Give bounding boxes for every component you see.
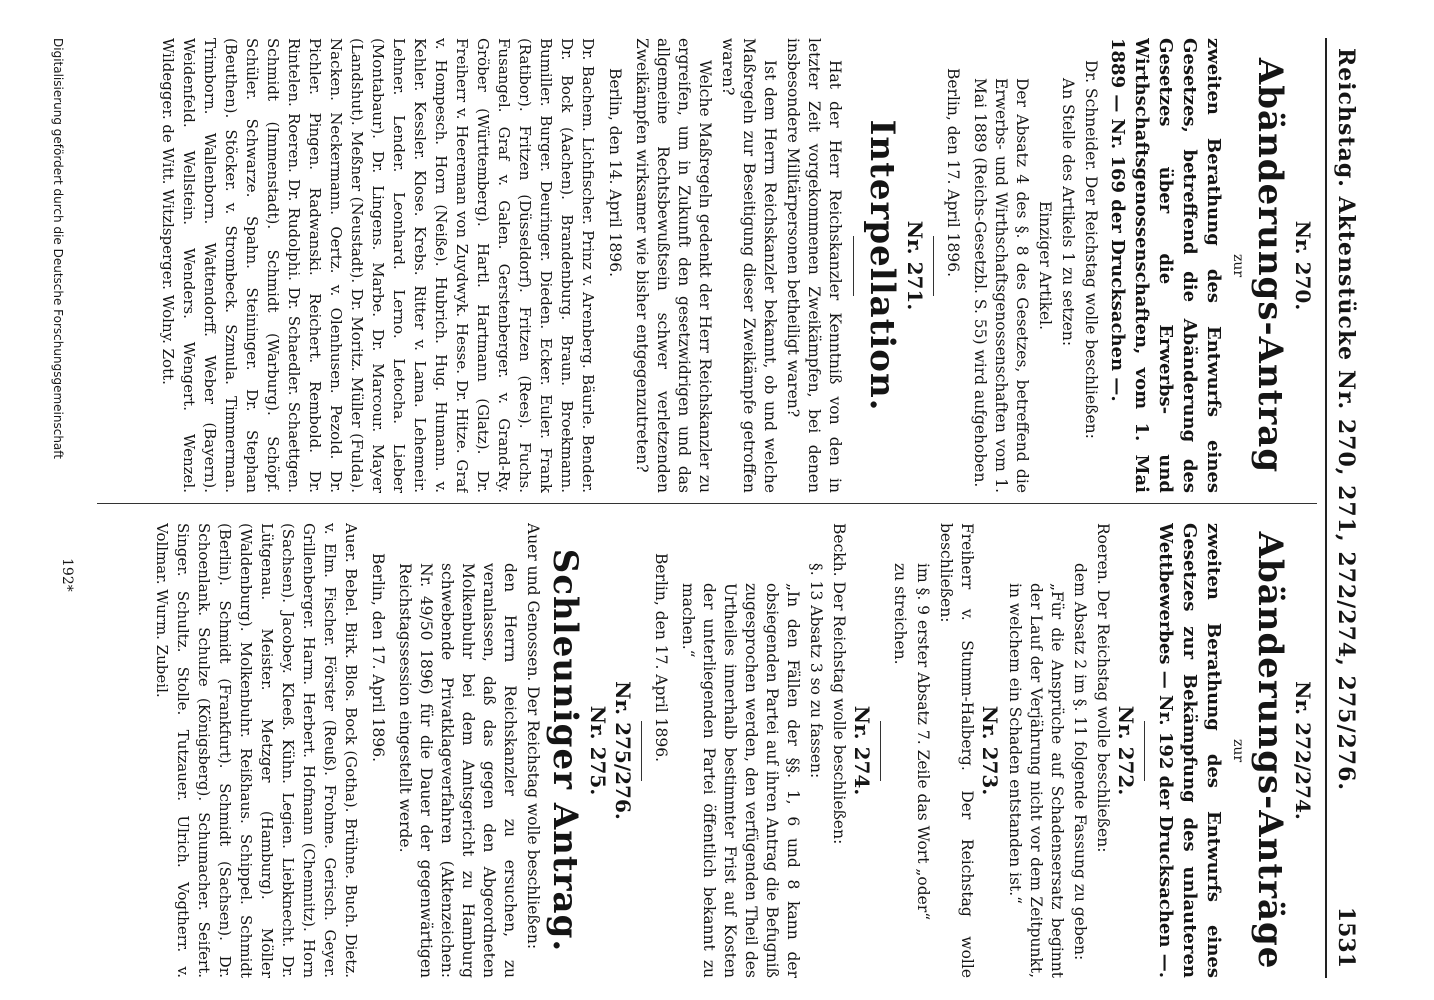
interpellation-paragraph: Welche Maßregeln gedenkt der Herr Reichskanzler zu ergreifen, um in Zukunft den gesetzwidrigen und das allgemeine Rechtsbewußtsein schwer verletzenden Zweikämpfen wirksamer wie bisher entgegenzutreten?	[633, 38, 714, 493]
section-title-271: Interpellation.	[862, 119, 902, 412]
section-number-272-274: Nr. 272/274.	[1291, 681, 1315, 820]
column-divider	[97, 503, 1317, 504]
separator-rule	[641, 721, 642, 781]
zur-label: zur	[1230, 253, 1246, 278]
rotated-page	[25, 18, 1365, 988]
subtitle-270: zweiten Berathung des Entwurfs eines Gesetzes, betreffend die Abänderung des Gesetzes über die Erwerbs- und Wirthschaftsgenossenschaften, vom 1. Mai 1889 — Nr. 169 der Drucksachen —.	[1107, 38, 1224, 493]
page-signature: 192*	[59, 558, 75, 592]
signatories-275: Auer. Bebel. Birk. Blos. Bock (Gotha). Brühne. Buch. Dietz. v. Elm. Fischer. Förster (Reuß). Frohme. Gerisch. Geyer. Grillenberger. Harm. Herbert. Hofmann (Chemnitz). Horn (Sachsen). Jacobey. Kleeß. Kühn. Legien. Liebknecht. Dr. Lütgenau. Meister. Metzger (Hamburg). Möller (Waldenburg). Molkenbuhr. Reißhaus. Schippel. Schmidt (Berlin). Schmidt (Frankfurt). Schmidt (Sachsen). Dr. Schoenlank. Schulze (Königsberg). Schumacher. Seifert. Singer. Schultz. Stolle. Tutzauer. Ulrich. Vogtherr. v. Vollmar. Wurm. Zubeil.	[153, 523, 360, 978]
motion-275-text: den Herrn Reichskanzler zu ersuchen, zu veranlassen, daß das gegen den Abgeordneten Molkenbuhr bei dem Amtsgericht zu Hamburg schwebende Privatklageverfahren (Aktenzeichen: Nr. 49/50 1896) für die Dauer der gegenwärtigen Reichstagssession eingestellt werde.	[396, 563, 519, 978]
separator-rule	[853, 236, 854, 296]
date-270: Berlin, den 17. April 1896.	[944, 68, 962, 278]
date-274: Berlin, den 17. April 1896.	[652, 553, 670, 763]
section-title-272: Abänderungs-Anträge	[1250, 531, 1290, 970]
running-head-title: Reichstag. Aktenstücke Nr. 270, 271, 272/274, 275/276.	[1333, 48, 1359, 792]
date-275: Berlin, den 17. April 1896.	[369, 553, 387, 763]
motion-272-intro: Roeren. Der Reichstag wolle beschließen:	[1094, 523, 1112, 853]
motion-273-intro: Freiherr v. Stumm-Halberg. Der Reichstag wolle beschließen:	[937, 523, 976, 978]
section-number-272: Nr. 272.	[1114, 705, 1138, 796]
separator-rule	[1144, 721, 1145, 781]
section-number-275: Nr. 275.	[586, 705, 610, 796]
section-number-273: Nr. 273.	[978, 705, 1002, 796]
signatories-271: Dr. Bachem. Lichfischer. Prinz v. Arenberg. Bäurle. Bender. Dr. Bock (Aachen). Brandenburg. Braun. Broekmann. Bumiller. Burger. Deuringer. Dieden. Ecker. Euler. Frank (Ratibor). Fritzen (Düsseldorf). Fritzen (Rees). Fuchs. Fusangel. Graf v. Galen. Gerstenberger. v. Grand-Ry. Gröber (Württemberg). Hartl. Hartmann (Glatz). Dr. Freiherr v. Heereman von Zuydwyk. Hesse. Dr. Hitze. Graf v. Hompesch. Horn (Neiße). Hubrich. Hug. Humann. v. Kehler. Kessler. Klose. Krebs. Ritter v. Lama. Lehemeir. Lehner. Lender. Leonhard. Lerno. Letocha. Lieber (Montabaur). Dr. Lingens. Marbe. Dr. Marcour. Mayer (Landshut). Meßner (Neustadt). Dr. Moritz. Müller (Fulda). Nacken. Neckermann. Oertz. v. Olenhusen. Pezold. Dr. Pichler. Pingen. Radwanski. Reichert. Rembold. Dr. Rintelen. Roeren. Dr. Rudolphi. Dr. Schaedler. Schaettgen. Schmidt (Immenstadt). Schmidt (Warburg). Schöpf. Schüler. Schwarze. Spahn. Steininger. Dr. Stephan (Beuthen). Stöcker. v. Strombeck. Szmula. Timmerman. Trimborn. Wallenborn. Wattendorff. Weber (Bayern). Weidenfeld. Wellstein. Wenders. Wengert. Wenzel. Wildegger. de Witt. Witzlsperger. Wolny. Zott.	[159, 38, 597, 493]
motion-275-intro: Auer und Genossen. Der Reichstag wolle beschließen:	[524, 523, 542, 950]
motion-line: An Stelle des Artikels 1 zu setzen:	[1059, 78, 1077, 347]
left-column	[97, 38, 1317, 493]
motion-273-text: im §. 9 erster Absatz 7. Zeile das Wort „oder“	[914, 563, 932, 921]
motion-274-text: §. 13 Absatz 3 so zu fassen:	[807, 563, 825, 779]
separator-rule	[933, 236, 934, 296]
page-number: 1531	[1333, 906, 1359, 968]
digitization-note: Digitalisierung gefördert durch die Deutsche Forschungsgemeinschaft	[51, 38, 65, 460]
motion-text: Der Absatz 4 des §. 8 des Gesetzes, betreffend die Erwerbs- und Wirthschaftsgenossenschaften vom 1. Mai 1889 (Reichs-Gesetzbl. S. 55) wird aufgehoben.	[971, 78, 1031, 493]
section-number-271: Nr. 271.	[903, 220, 927, 311]
zur-label: zur	[1230, 738, 1246, 763]
running-head	[1325, 38, 1365, 978]
motion-274-intro: Beckh. Der Reichstag wolle beschließen:	[830, 523, 848, 845]
motion-intro: Dr. Schneider. Der Reichstag wolle beschließen:	[1082, 60, 1100, 439]
motion-272-quote: „Für die Ansprüche auf Schadensersatz beginnt der Lauf der Verjährung nicht vor dem Zeitpunkt, in welchem ein Schaden entstanden ist.“	[1006, 583, 1066, 978]
right-column	[97, 523, 1317, 978]
separator-rule	[880, 721, 881, 781]
interpellation-paragraph: Hat der Herr Reichskanzler Kenntniß von den in letzter Zeit vorgekommenen Zweikämpfen, bei denen insbesondere Militärpersonen betheiligt waren?	[784, 38, 844, 493]
section-number-275-276: Nr. 275/276.	[611, 681, 635, 820]
motion-272-text: dem Absatz 2 im §. 11 folgende Fassung zu geben:	[1071, 563, 1089, 961]
date-271: Berlin, den 14. April 1896.	[606, 68, 624, 278]
section-number-270: Nr. 270.	[1291, 220, 1315, 311]
section-title-275: Schleuniger Antrag.	[545, 548, 585, 953]
interpellation-paragraph: Ist dem Herrn Reichskanzler bekannt, ob und welche Maßregeln zur Beseitigung dieser Zweikämpfe getroffen waren?	[719, 38, 779, 493]
subtitle-272: zweiten Berathung des Entwurfs eines Gesetzes zur Bekämpfung des unlauteren Wettbewerbes — Nr. 192 der Drucksachen —.	[1155, 523, 1224, 978]
einziger-artikel: Einziger Artikel.	[1036, 200, 1054, 331]
section-number-274: Nr. 274.	[850, 705, 874, 796]
motion-273-end: zu streichen.	[891, 563, 909, 665]
section-title-270: Abänderungs-Antrag	[1250, 57, 1290, 474]
motion-274-quote: „In den Fällen der §§. 1, 6 und 8 kann der obsiegenden Partei auf ihren Antrag die Befugniß zugesprochen werden, den verfügenden Theil des Urtheiles innerhalb bestimmter Frist auf Kosten der unterliegenden Partei öffentlich bekannt zu machen.“	[679, 583, 802, 978]
